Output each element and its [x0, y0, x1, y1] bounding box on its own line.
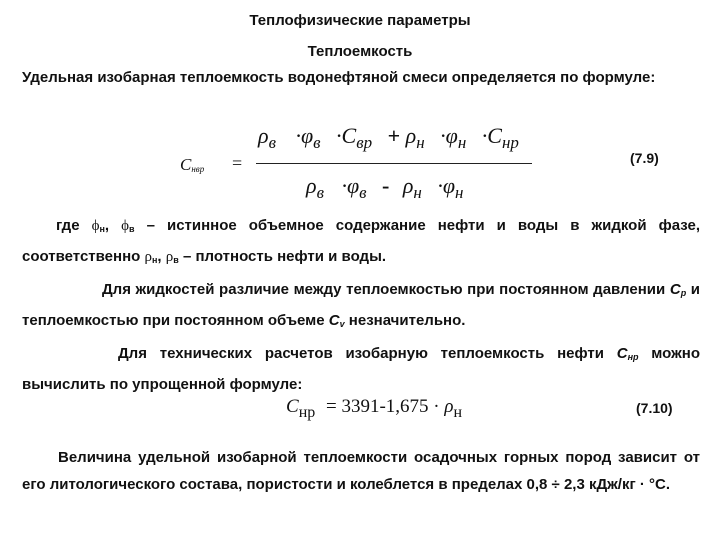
definitions-paragraph: где $\phi_н$, $\phi_в$ – истинное объемное содержание нефти и воды в жидкой фазе, соответственно $\rho_н$, $\rho_в$ – плотность нефти и воды.: [22, 217, 700, 265]
formula-equals: =: [232, 153, 243, 173]
intro-paragraph: Удельная изобарная теплоемкость водонефтяной смеси определяется по формуле:: [22, 69, 656, 86]
rocks-paragraph: Величина удельной изобарной теплоемкости осадочных горных пород зависит от его литологического состава, пористости и колеблется в пределах 0,8 ÷ 2,3 кДж/кг · °С.: [22, 449, 700, 493]
section-title: Теплоемкость: [307, 43, 413, 60]
technical-paragraph: Для технических расчетов изобарную теплоемкость нефти $С_{нр}$ можно вычислить по упрощенной формуле:: [22, 345, 701, 393]
formula-numerator: $\rho_в \cdot\varphi_в \cdot C_{вр} + \rho_н \cdot\varphi_н \cdot C_{нр}$: [258, 123, 519, 152]
formula-7-10: $C_{нр} = 3391-1,675 \cdot \rho_н$: [286, 396, 463, 421]
equation-number-7-9: (7.9): [630, 150, 659, 166]
formula-lhs: $C_{нвр}$: [180, 155, 205, 174]
page-title: Теплофизические параметры: [249, 12, 471, 29]
liquids-paragraph: Для жидкостей различие между теплоемкостью при постоянном давлении $С_p$ и теплоемкостью при постоянном объеме $С_v$ незначительно.: [22, 281, 701, 329]
formula-7-9: [180, 115, 540, 205]
formula-denominator: $\rho_в \cdot\varphi_в - \rho_н \cdot\varphi_н$: [306, 173, 464, 202]
fraction-bar: [256, 163, 532, 164]
equation-number-7-10: (7.10): [636, 400, 673, 416]
